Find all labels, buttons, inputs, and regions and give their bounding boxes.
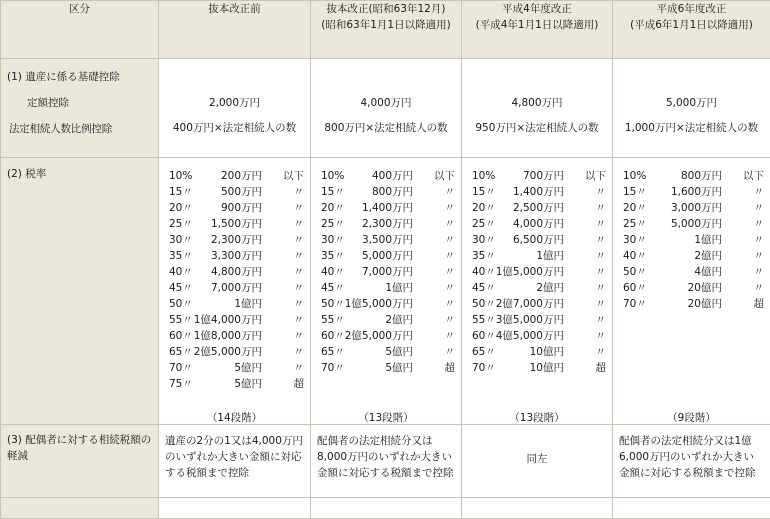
rate-percent: 60〃 (169, 328, 193, 344)
next-row-cell (613, 498, 770, 519)
rates-label-cell (1, 158, 159, 425)
rate-percent: 25〃 (472, 216, 496, 232)
rate-threshold: 20億円 (688, 280, 722, 296)
rate-row (462, 248, 612, 264)
rate-percent: 10% (169, 168, 192, 184)
rate-row (613, 200, 770, 216)
rate-row (311, 360, 461, 376)
rate-row (159, 264, 310, 280)
rate-suffix: 〃 (754, 264, 765, 280)
rate-suffix: 〃 (445, 184, 456, 200)
rate-suffix: 超 (294, 376, 305, 392)
rate-threshold: 1億円 (694, 232, 722, 248)
rate-row (311, 296, 461, 312)
rate-threshold: 2,500万円 (513, 200, 564, 216)
rate-percent: 50〃 (169, 296, 193, 312)
next-row (1, 498, 770, 519)
rate-percent: 70〃 (623, 296, 647, 312)
spouse-text: 遺産の2分の1又は4,000万円のいずれか大きい金額に対応する税額まで控除 (165, 433, 304, 481)
rate-row (159, 168, 310, 184)
rate-threshold: 5億円 (385, 360, 413, 376)
spouse-text: 配偶者の法定相続分又は8,000万円のいずれか大きい金額に対応する税額まで控除 (317, 433, 455, 481)
rate-threshold: 1億8,000万円 (194, 328, 262, 344)
rate-percent: 25〃 (321, 216, 345, 232)
rate-percent: 55〃 (321, 312, 345, 328)
rate-suffix: 〃 (754, 216, 765, 232)
rate-suffix: 〃 (294, 312, 305, 328)
rate-steps: （13段階） (462, 410, 612, 426)
rate-percent: 55〃 (472, 312, 496, 328)
rate-suffix: 以下 (585, 168, 606, 184)
rate-suffix: 〃 (596, 232, 607, 248)
rate-percent: 50〃 (321, 296, 345, 312)
deduction-row (1, 59, 770, 158)
rate-threshold: 7,000万円 (211, 280, 262, 296)
rate-threshold: 1億円 (536, 248, 564, 264)
rate-steps: （13段階） (311, 410, 461, 426)
rate-steps: （9段階） (613, 410, 770, 426)
rate-row (462, 344, 612, 360)
rate-row (311, 264, 461, 280)
fixed-deduction-value: 4,000万円 (311, 95, 461, 111)
rate-percent: 70〃 (321, 360, 345, 376)
rate-row (159, 376, 310, 392)
fixed-deduction-value: 2,000万円 (159, 95, 310, 111)
fixed-deduction-value: 5,000万円 (613, 95, 770, 111)
rate-threshold: 1億円 (385, 280, 413, 296)
rate-row (311, 184, 461, 200)
rate-row (311, 168, 461, 184)
rate-suffix: 〃 (754, 232, 765, 248)
rate-row (159, 200, 310, 216)
rate-threshold: 2,300万円 (211, 232, 262, 248)
rate-percent: 30〃 (321, 232, 345, 248)
rate-suffix: 〃 (754, 280, 765, 296)
rate-percent: 45〃 (169, 280, 193, 296)
rate-row (159, 344, 310, 360)
rate-percent: 70〃 (472, 360, 496, 376)
rate-threshold: 400万円 (372, 168, 413, 184)
deduction-cell-s63 (311, 59, 462, 158)
rate-percent: 15〃 (472, 184, 496, 200)
rate-percent: 60〃 (472, 328, 496, 344)
rate-suffix: 〃 (294, 232, 305, 248)
rate-suffix: 〃 (596, 296, 607, 312)
rate-suffix: 〃 (754, 184, 765, 200)
rate-suffix: 〃 (445, 232, 456, 248)
spouse-cell-h6 (613, 425, 770, 498)
rate-percent: 35〃 (472, 248, 496, 264)
rate-row (311, 200, 461, 216)
spouse-title: (3) 配偶者に対する相続税額の軽減 (7, 432, 154, 464)
rate-row (462, 312, 612, 328)
header-category (1, 1, 159, 59)
rate-percent: 65〃 (321, 344, 345, 360)
header-pre-reform-text: 抜本改正前 (208, 3, 261, 15)
rate-percent: 75〃 (169, 376, 193, 392)
rate-row (159, 232, 310, 248)
rate-threshold: 3,300万円 (211, 248, 262, 264)
deduction-cell-h6 (613, 59, 770, 158)
header-h4-text: 平成4年度改正 (平成4年1月1日以降適用) (476, 3, 599, 31)
rate-row (462, 168, 612, 184)
rate-percent: 40〃 (623, 248, 647, 264)
rate-percent: 45〃 (321, 280, 345, 296)
rate-suffix: 〃 (445, 248, 456, 264)
prop-deduction-label: 法定相続人数比例控除 (9, 121, 166, 136)
rate-suffix: 〃 (754, 200, 765, 216)
rate-row (462, 264, 612, 280)
rate-suffix: 〃 (445, 264, 456, 280)
rate-row (159, 248, 310, 264)
rate-threshold: 200万円 (221, 168, 262, 184)
rate-suffix: 〃 (596, 216, 607, 232)
rate-suffix: 〃 (596, 248, 607, 264)
rate-threshold: 7,000万円 (362, 264, 413, 280)
rate-threshold: 2億5,000万円 (194, 344, 262, 360)
rate-row (613, 216, 770, 232)
rate-threshold: 20億円 (688, 296, 722, 312)
spouse-cell-s63 (311, 425, 462, 498)
rate-percent: 60〃 (623, 280, 647, 296)
rate-row (311, 280, 461, 296)
rates-cell-h6 (613, 158, 770, 425)
rate-percent: 25〃 (169, 216, 193, 232)
spouse-label-cell (1, 425, 159, 498)
next-row-cell (311, 498, 462, 519)
rate-row (613, 248, 770, 264)
rate-threshold: 1,600万円 (671, 184, 722, 200)
rates-list (613, 168, 770, 312)
rate-suffix: 〃 (754, 248, 765, 264)
spouse-cell-pre (159, 425, 311, 498)
rate-percent: 50〃 (472, 296, 496, 312)
rate-threshold: 5,000万円 (671, 216, 722, 232)
rate-suffix: 〃 (445, 344, 456, 360)
rate-suffix: 以下 (434, 168, 455, 184)
rate-threshold: 3億5,000万円 (496, 312, 564, 328)
rate-percent: 15〃 (321, 184, 345, 200)
rate-row (159, 216, 310, 232)
rates-list (462, 168, 612, 376)
rate-row (613, 184, 770, 200)
rate-row (311, 312, 461, 328)
rate-row (613, 264, 770, 280)
header-h6-text: 平成6年度改正 (平成6年1月1日以降適用) (630, 3, 753, 31)
rates-cell-s63 (311, 158, 462, 425)
rate-row (462, 200, 612, 216)
spouse-text: 配偶者の法定相続分又は1億6,000万円のいずれか大きい金額に対応する税額まで控除 (619, 433, 764, 481)
rate-percent: 20〃 (321, 200, 345, 216)
rate-threshold: 4,800万円 (211, 264, 262, 280)
header-h4 (462, 1, 613, 59)
rate-suffix: 〃 (294, 280, 305, 296)
rate-threshold: 2億円 (694, 248, 722, 264)
rate-row (311, 248, 461, 264)
rate-suffix: 〃 (445, 280, 456, 296)
rate-threshold: 2億7,000万円 (496, 296, 564, 312)
spouse-text: 同左 (462, 451, 612, 466)
prop-deduction-value: 950万円×法定相続人の数 (462, 120, 612, 136)
rate-suffix: 〃 (445, 200, 456, 216)
rate-suffix: 〃 (596, 344, 607, 360)
rate-suffix: 〃 (445, 296, 456, 312)
rate-threshold: 1億円 (234, 296, 262, 312)
rate-threshold: 5億円 (234, 360, 262, 376)
rate-percent: 30〃 (623, 232, 647, 248)
rate-suffix: 〃 (596, 328, 607, 344)
rate-threshold: 1,400万円 (513, 184, 564, 200)
rate-percent: 35〃 (321, 248, 345, 264)
rate-percent: 20〃 (472, 200, 496, 216)
rate-threshold: 1億4,000万円 (194, 312, 262, 328)
next-row-cell (159, 498, 311, 519)
rate-threshold: 2億5,000万円 (345, 328, 413, 344)
rate-percent: 50〃 (623, 264, 647, 280)
rate-suffix: 〃 (596, 184, 607, 200)
rate-threshold: 800万円 (372, 184, 413, 200)
rate-threshold: 1,500万円 (211, 216, 262, 232)
rates-list (159, 168, 310, 392)
rate-row (462, 232, 612, 248)
rate-row (462, 184, 612, 200)
rate-suffix: 〃 (596, 200, 607, 216)
rate-threshold: 3,500万円 (362, 232, 413, 248)
rate-row (159, 296, 310, 312)
rate-row (159, 184, 310, 200)
rate-threshold: 6,500万円 (513, 232, 564, 248)
rate-row (311, 216, 461, 232)
rate-percent: 40〃 (472, 264, 496, 280)
rate-suffix: 〃 (294, 360, 305, 376)
header-h6 (613, 1, 770, 59)
rate-percent: 65〃 (169, 344, 193, 360)
rate-percent: 20〃 (623, 200, 647, 216)
rate-row (613, 280, 770, 296)
rate-suffix: 超 (754, 296, 765, 312)
rate-suffix: 〃 (294, 344, 305, 360)
rate-threshold: 10億円 (530, 360, 564, 376)
rate-suffix: 超 (445, 360, 456, 376)
rate-suffix: 〃 (596, 280, 607, 296)
rate-threshold: 1億5,000万円 (345, 296, 413, 312)
rate-row (311, 344, 461, 360)
spouse-cell-h4 (462, 425, 613, 498)
rate-row (613, 296, 770, 312)
rate-steps: （14段階） (159, 410, 310, 426)
rate-threshold: 4億5,000万円 (496, 328, 564, 344)
next-row-cell (462, 498, 613, 519)
rate-row (311, 232, 461, 248)
rate-percent: 35〃 (169, 248, 193, 264)
rate-threshold: 5,000万円 (362, 248, 413, 264)
rate-threshold: 900万円 (221, 200, 262, 216)
deduction-title: (1) 遺産に係る基礎控除 (7, 69, 164, 84)
rate-percent: 45〃 (472, 280, 496, 296)
prop-deduction-value: 1,000万円×法定相続人の数 (613, 120, 770, 136)
rate-threshold: 2億円 (385, 312, 413, 328)
rates-cell-pre (159, 158, 311, 425)
rate-suffix: 以下 (743, 168, 764, 184)
rate-row (159, 280, 310, 296)
rate-row (462, 328, 612, 344)
header-pre-reform (159, 1, 311, 59)
rate-threshold: 1億5,000万円 (496, 264, 564, 280)
rate-threshold: 5億円 (385, 344, 413, 360)
deduction-label-cell (1, 59, 159, 158)
next-row-label (1, 498, 159, 519)
rate-suffix: 〃 (294, 296, 305, 312)
rates-row (1, 158, 770, 425)
rate-suffix: 〃 (294, 200, 305, 216)
rate-percent: 65〃 (472, 344, 496, 360)
rate-threshold: 5億円 (234, 376, 262, 392)
rate-row (311, 328, 461, 344)
rate-suffix: 〃 (294, 216, 305, 232)
rate-row (159, 328, 310, 344)
rate-percent: 30〃 (472, 232, 496, 248)
rate-percent: 40〃 (169, 264, 193, 280)
rate-row (462, 216, 612, 232)
header-s63-text: 抜本改正(昭和63年12月) (昭和63年1月1日以降適用) (321, 3, 450, 31)
rate-percent: 60〃 (321, 328, 345, 344)
rate-threshold: 3,000万円 (671, 200, 722, 216)
rate-percent: 30〃 (169, 232, 193, 248)
rate-row (159, 312, 310, 328)
rate-threshold: 4,000万円 (513, 216, 564, 232)
rate-percent: 70〃 (169, 360, 193, 376)
rate-percent: 15〃 (623, 184, 647, 200)
rate-suffix: 〃 (294, 264, 305, 280)
rate-suffix: 〃 (596, 264, 607, 280)
rate-suffix: 〃 (596, 312, 607, 328)
rate-threshold: 10億円 (530, 344, 564, 360)
rates-list (311, 168, 461, 376)
rate-suffix: 〃 (445, 216, 456, 232)
rate-threshold: 700万円 (523, 168, 564, 184)
rate-row (159, 360, 310, 376)
rate-row (462, 280, 612, 296)
header-row (1, 1, 770, 59)
rate-suffix: 〃 (294, 184, 305, 200)
rate-threshold: 2,300万円 (362, 216, 413, 232)
rate-row (613, 232, 770, 248)
rate-suffix: 〃 (294, 248, 305, 264)
rate-row (462, 360, 612, 376)
header-s63 (311, 1, 462, 59)
rate-row (613, 168, 770, 184)
rate-suffix: 〃 (445, 312, 456, 328)
rate-suffix: 〃 (445, 328, 456, 344)
rate-percent: 10% (472, 168, 495, 184)
rate-threshold: 4億円 (694, 264, 722, 280)
spouse-row (1, 425, 770, 498)
rate-percent: 40〃 (321, 264, 345, 280)
rate-percent: 20〃 (169, 200, 193, 216)
rate-row (462, 296, 612, 312)
rate-percent: 10% (321, 168, 344, 184)
rates-cell-h4 (462, 158, 613, 425)
rate-threshold: 1,400万円 (362, 200, 413, 216)
rate-suffix: 以下 (283, 168, 304, 184)
fixed-deduction-label: 定額控除 (27, 95, 184, 110)
rate-suffix: 超 (596, 360, 607, 376)
fixed-deduction-value: 4,800万円 (462, 95, 612, 111)
header-category-text: 区分 (69, 3, 90, 15)
rate-threshold: 800万円 (681, 168, 722, 184)
rate-percent: 25〃 (623, 216, 647, 232)
prop-deduction-value: 800万円×法定相続人の数 (311, 120, 461, 136)
rate-suffix: 〃 (294, 328, 305, 344)
deduction-cell-h4 (462, 59, 613, 158)
rate-percent: 55〃 (169, 312, 193, 328)
rate-threshold: 2億円 (536, 280, 564, 296)
rate-threshold: 500万円 (221, 184, 262, 200)
rates-title: (2) 税率 (7, 166, 158, 181)
rate-percent: 10% (623, 168, 646, 184)
prop-deduction-value: 400万円×法定相続人の数 (159, 120, 310, 136)
rate-percent: 15〃 (169, 184, 193, 200)
